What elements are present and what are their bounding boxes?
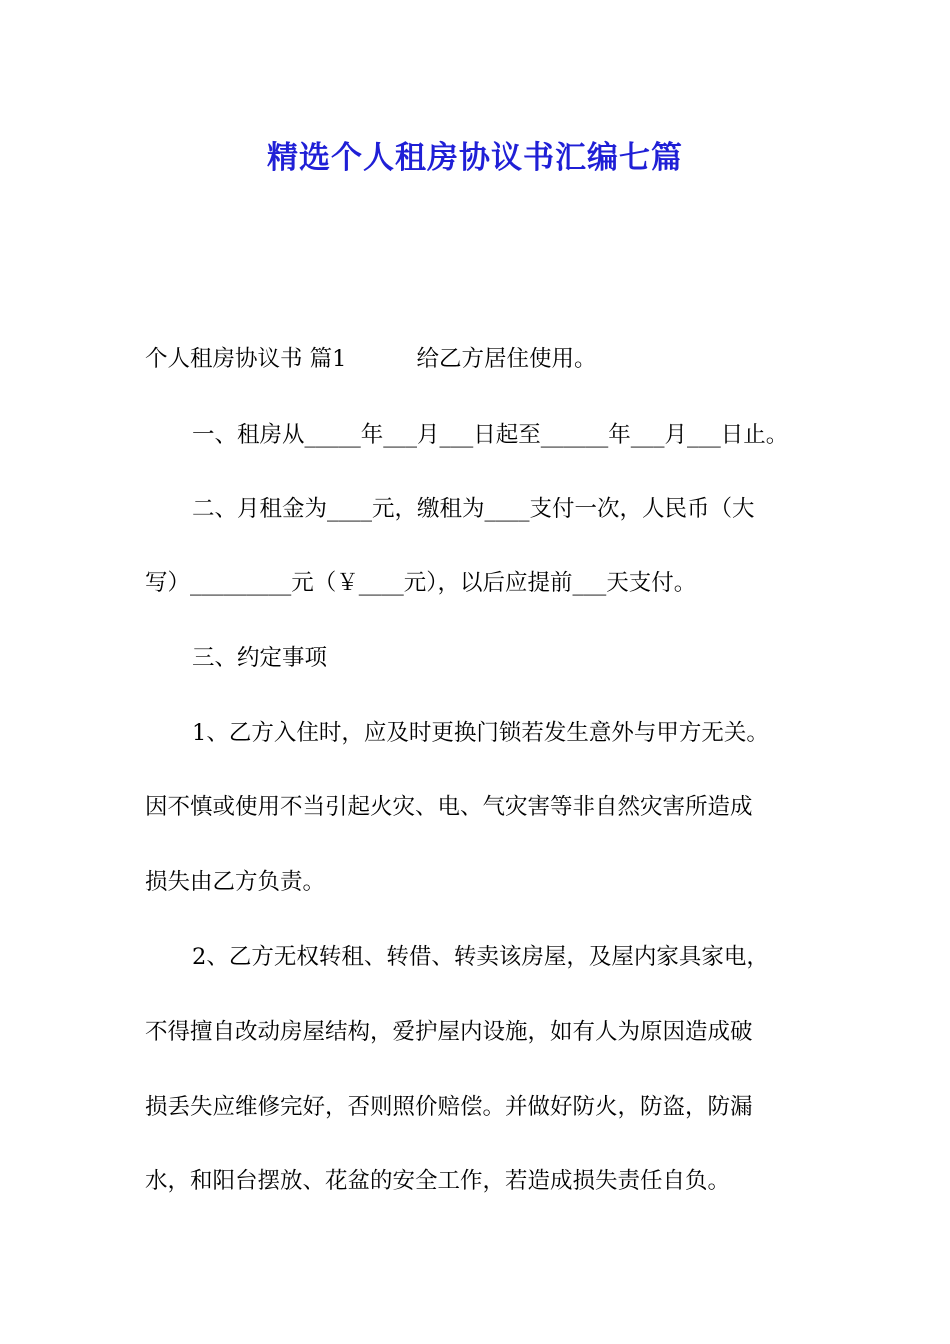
item-1-line-2: 因不慎或使用不当引起火灾、电、气灾害等非自然灾害所造成 <box>145 794 753 820</box>
clause-lease-term: 一、租房从_____年___月___日起至______年___月___日止。 <box>192 422 789 448</box>
item-2-line-3: 损丢失应维修完好，否则照价赔偿。并做好防火，防盗，防漏 <box>145 1094 753 1120</box>
item-2-line-2: 不得擅自改动房屋结构，爱护屋内设施，如有人为原因造成破 <box>145 1019 753 1045</box>
clause-rent-line-2: 写）_________元（￥____元），以后应提前___天支付。 <box>145 570 697 596</box>
section-heading-line <box>145 344 596 374</box>
item-1-line-3: 损失由乙方负责。 <box>145 869 326 895</box>
item-2-line-4: 水，和阳台摆放、花盆的安全工作，若造成损失责任自负。 <box>145 1168 731 1194</box>
clause-agreed-items-heading: 三、约定事项 <box>192 645 328 671</box>
document-title: 精选个人租房协议书汇编七篇 <box>267 140 683 176</box>
heading-continuation: 给乙方居住使用。 <box>416 346 597 372</box>
item-2-line-1: 2、乙方无权转租、转借、转卖该房屋，及屋内家具家电， <box>192 944 769 970</box>
section-heading: 个人租房协议书 篇1 <box>145 346 347 372</box>
item-1-line-1: 1、乙方入住时，应及时更换门锁若发生意外与甲方无关。 <box>192 720 769 746</box>
clause-rent-line-1: 二、月租金为____元，缴租为____支付一次，人民币（大 <box>192 496 755 522</box>
